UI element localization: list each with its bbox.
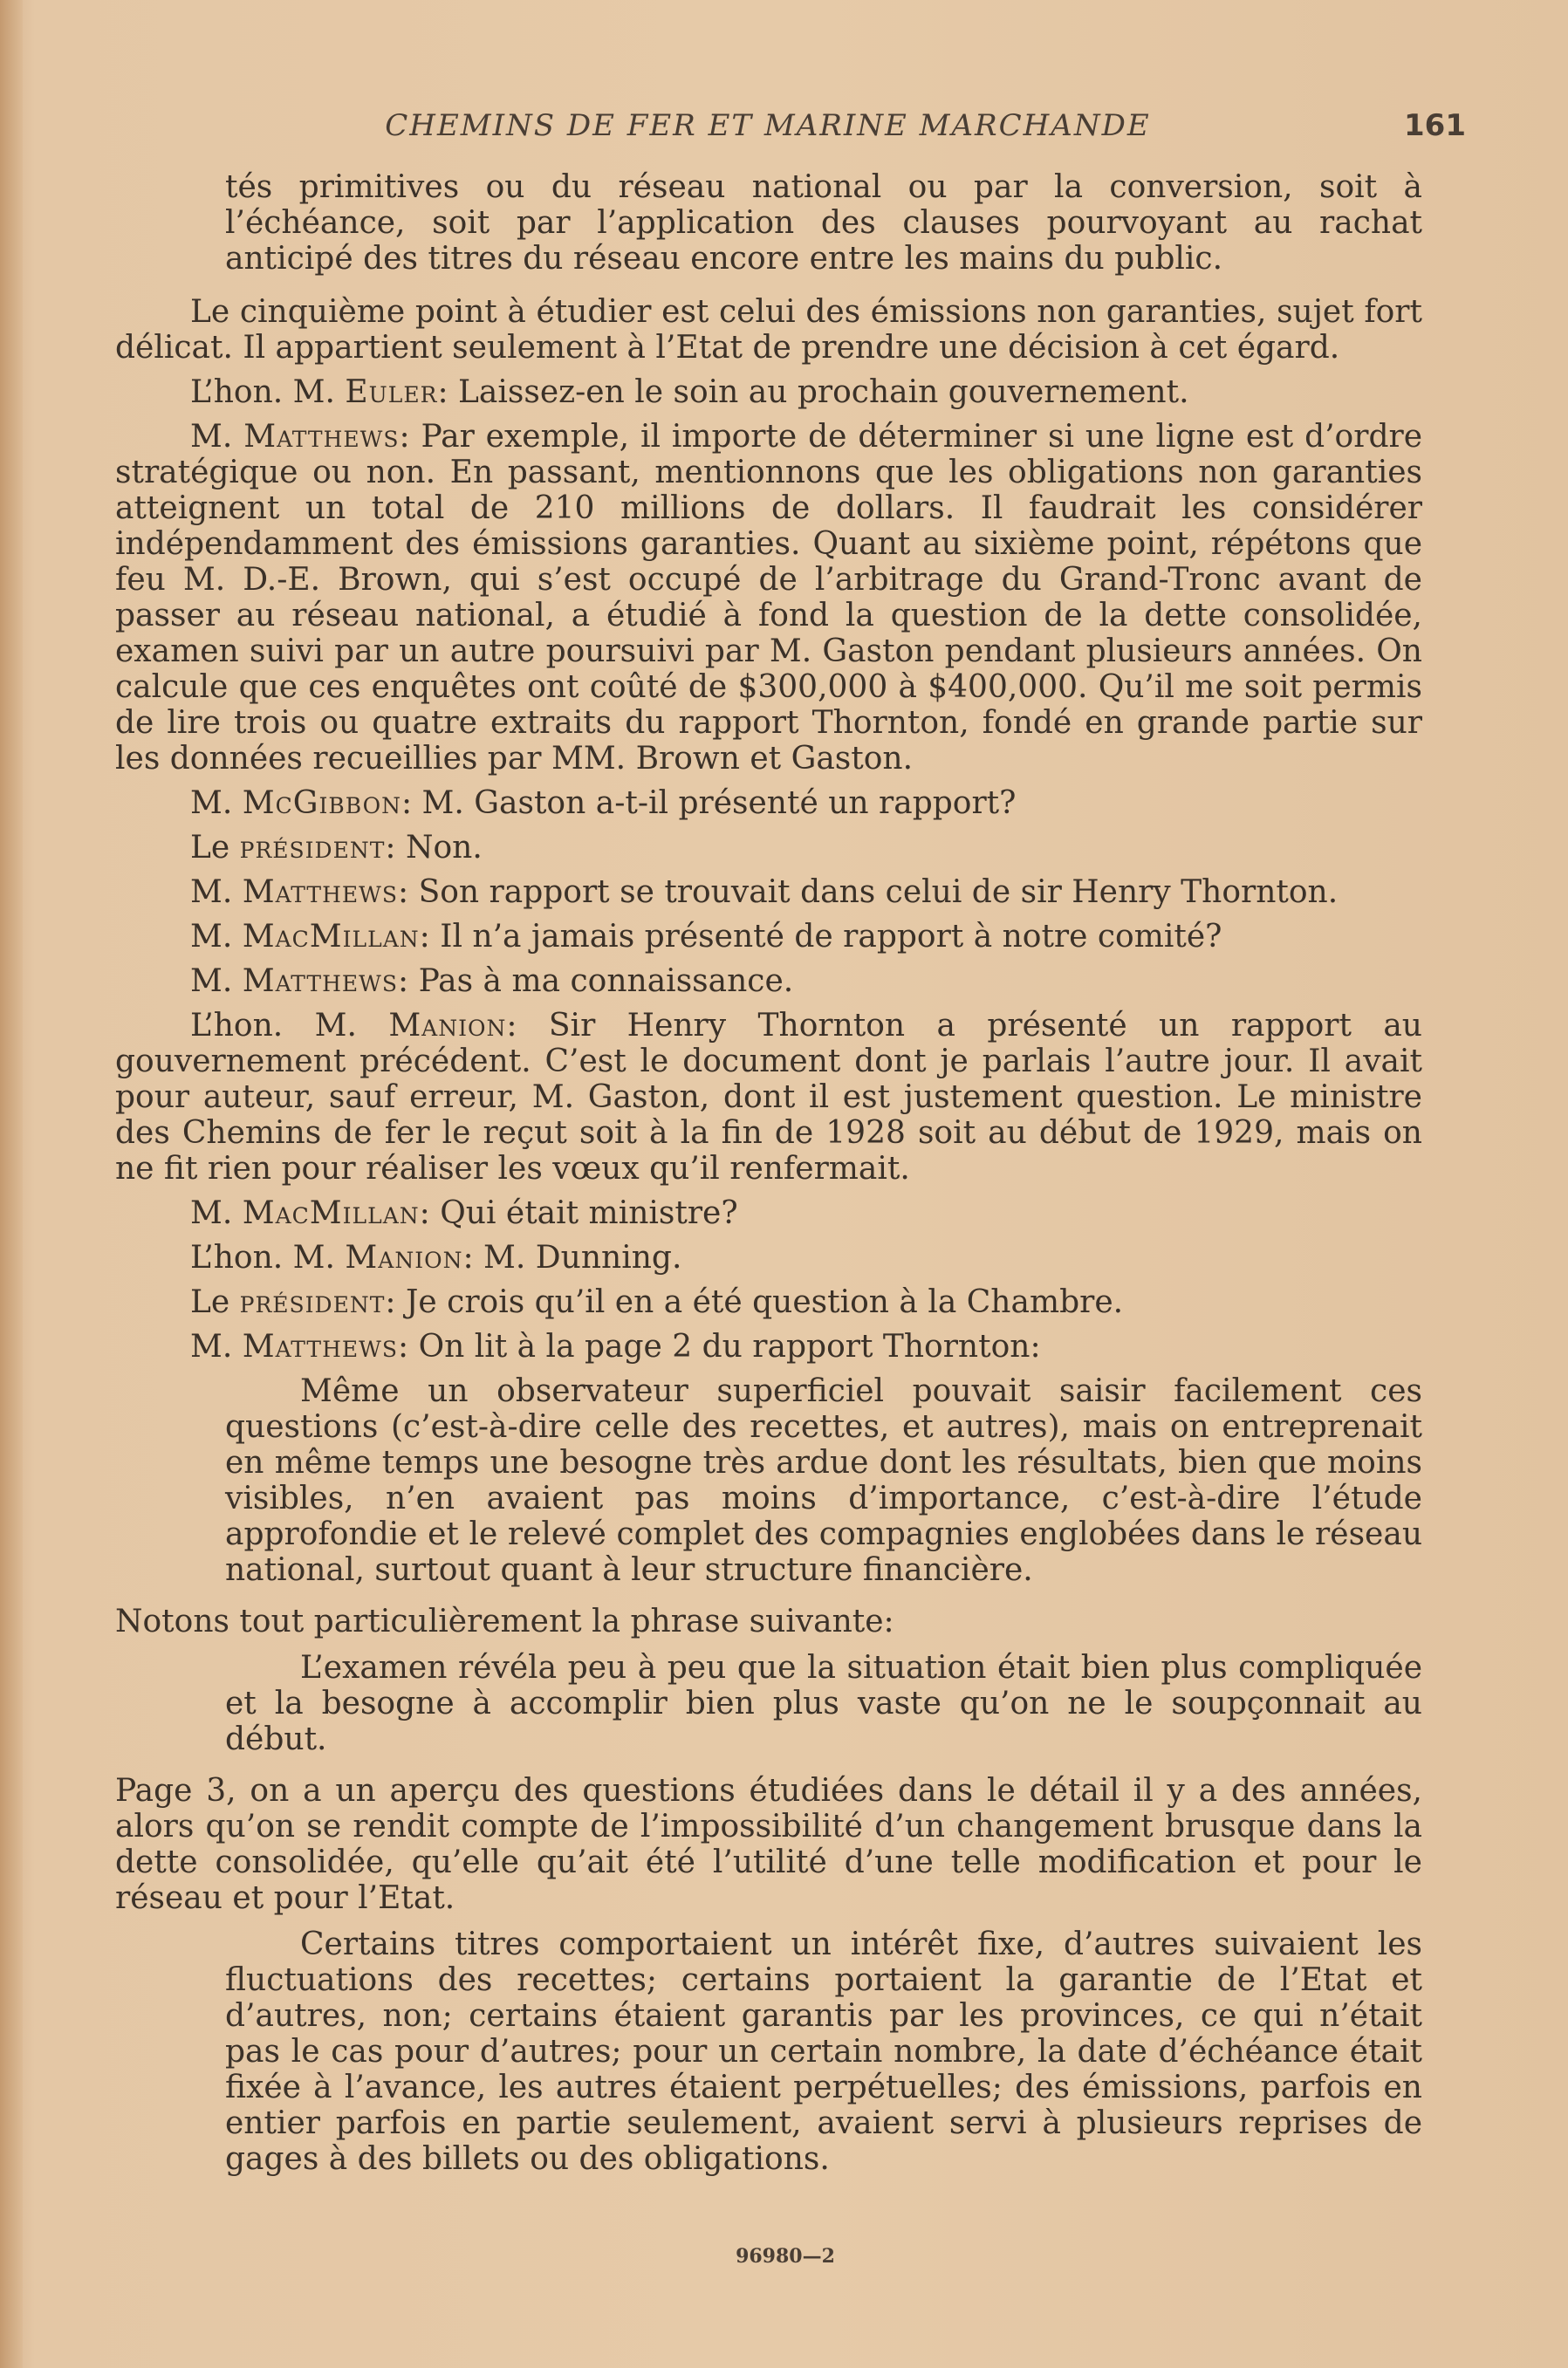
speaker-name: McGibbon [242, 785, 401, 821]
speaker-prefix: M. [190, 963, 243, 999]
speaker-name: Matthews [242, 874, 398, 910]
dialogue-macmillan [115, 1195, 1422, 1231]
speaker-name: Manion [388, 1008, 507, 1044]
speaker-name: président [239, 830, 386, 866]
dialogue-mcgibbon [115, 785, 1422, 821]
dialogue-manion [115, 1008, 1422, 1187]
dialogue-president [115, 830, 1422, 866]
paragraph-continuation: tés primitives ou du réseau national ou par la conversion, soit à l’échéance, soit par l’application des clauses pourvoyant au rachat anticipé des titres du réseau encore entre les mains du public. [225, 169, 1422, 277]
speech-text: : Sir Henry Thornton a présenté un rapport au gouvernement précédent. C’est le document dont je parlais l’autre jour. Il avait pour auteur, sauf erreur, M. Gaston, dont il est justement question. Le ministre des Chemins de fer le reçut soit à la fin de 1928 soit au début de 1929, mais on ne fit rien pour réaliser les vœux qu’il renfermait. [115, 1008, 1422, 1187]
block-quote: Certains titres comportaient un intérêt fixe, d’autres suivaient les fluctuations des recettes; certains portaient la garantie de l’Etat et d’autres, non; certains étaient garantis par les provinces, ce qui n’était pas le cas pour d’autres; pour un certain nombre, la date d’échéance était fixée à l’avance, les autres étaient perpétuelles; des émissions, parfois en entier parfois en partie seulement, avaient servi à plusieurs reprises de gages à des billets ou des obligations. [225, 1927, 1422, 2177]
speaker-name: MacMillan [242, 1195, 420, 1231]
speaker-name: président [239, 1284, 386, 1320]
paragraph: Notons tout particulièrement la phrase suivante: [115, 1604, 894, 1639]
speaker-name: Matthews [242, 963, 398, 999]
speech-text: : On lit à la page 2 du rapport Thornton: [398, 1329, 1041, 1365]
dialogue-matthews [115, 419, 1422, 777]
speaker-prefix: M. [190, 1195, 243, 1231]
print-code: 96980—2 [736, 2245, 835, 2268]
dialogue-matthews [115, 963, 1422, 999]
speech-text: : Qui était ministre? [419, 1195, 738, 1231]
dialogue-manion [115, 1240, 1422, 1276]
block-quote: L’examen révéla peu à peu que la situation était bien plus compliquée et la besogne à accomplir bien plus vaste qu’on ne le soupçonnait au début. [225, 1650, 1422, 1757]
paragraph: Le cinquième point à étudier est celui des émissions non garanties, sujet fort délicat. Il appartient seulement à l’Etat de prendre une décision à cet égard. [115, 294, 1422, 366]
speech-text: : Laissez-en le soin au prochain gouvernement. [437, 374, 1189, 410]
speaker-prefix: M. [190, 419, 244, 455]
binding-edge [0, 0, 23, 2368]
page-number: 161 [1404, 108, 1466, 143]
speaker-prefix: Le [190, 1284, 240, 1320]
dialogue-matthews [115, 874, 1422, 910]
speech-text: : Son rapport se trouvait dans celui de sir Henry Thornton. [398, 874, 1339, 910]
speech-text: : Je crois qu’il en a été question à la Chambre. [385, 1284, 1124, 1320]
paragraph: Page 3, on a un aperçu des questions étudiées dans le détail il y a des années, alors qu’on se rendit compte de l’impossibilité d’un changement brusque dans la dette consolidée, qu’elle qu’ait été l’utilité d’une telle modification et pour le réseau et pour l’Etat. [115, 1773, 1422, 1916]
speaker-prefix: M. [190, 785, 243, 821]
speech-text: : Pas à ma connaissance. [398, 963, 794, 999]
speech-text: : Non. [385, 830, 483, 866]
speaker-name: Matthews [242, 1329, 398, 1365]
speaker-prefix: L’hon. M. [190, 1008, 389, 1044]
speaker-name: Matthews [243, 419, 400, 455]
speaker-name: Euler [345, 374, 438, 410]
speaker-name: Manion [345, 1240, 463, 1276]
dialogue-president [115, 1284, 1422, 1320]
dialogue-matthews [115, 1329, 1422, 1365]
speaker-prefix: L’hon. M. [190, 1240, 346, 1276]
dialogue-macmillan [115, 919, 1422, 955]
page-body [115, 169, 1422, 2193]
block-quote: Même un observateur superficiel pouvait saisir facilement ces questions (c’est-à-dire celle des recettes, et autres), mais on entreprenait en même temps une besogne très ardue dont les résultats, bien que moins visibles, n’en avaient pas moins d’importance, c’est-à-dire l’étude approfondie et le relevé complet des compagnies englobées dans le réseau national, surtout quant à leur structure financière. [225, 1373, 1422, 1588]
speaker-prefix: M. [190, 1329, 243, 1365]
speech-text: : M. Dunning. [462, 1240, 682, 1276]
speaker-prefix: M. [190, 919, 243, 955]
speaker-name: MacMillan [242, 919, 420, 955]
dialogue-euler [115, 374, 1422, 410]
speaker-prefix: M. [190, 874, 243, 910]
speaker-prefix: Le [190, 830, 240, 866]
speaker-prefix: L’hon. M. [190, 374, 346, 410]
running-title: CHEMINS DE FER ET MARINE MARCHANDE [385, 108, 1151, 143]
speech-text: : M. Gaston a-t-il présenté un rapport? [401, 785, 1017, 821]
speech-text: : Par exemple, il importe de déterminer si une ligne est d’ordre stratégique ou non. En passant, mentionnons que les obligations non garanties atteignent un total de 210 millions de dollars. Il faudrait les considérer indépendamment des émissions garanties. Quant au sixième point, répétons que feu M. D.-E. Brown, qui s’est occupé de l’arbitrage du Grand-Tronc avant de passer au réseau national, a étudié à fond la question de la dette consolidée, examen suivi par un autre poursuivi par M. Gaston pendant plusieurs années. On calcule que ces enquêtes ont coûté de $300,000 à $400,000. Qu’il me soit permis de lire trois ou quatre extraits du rapport Thornton, fondé en grande partie sur les données recueillies par MM. Brown et Gaston. [115, 419, 1423, 777]
speech-text: : Il n’a jamais présenté de rapport à notre comité? [419, 919, 1222, 955]
